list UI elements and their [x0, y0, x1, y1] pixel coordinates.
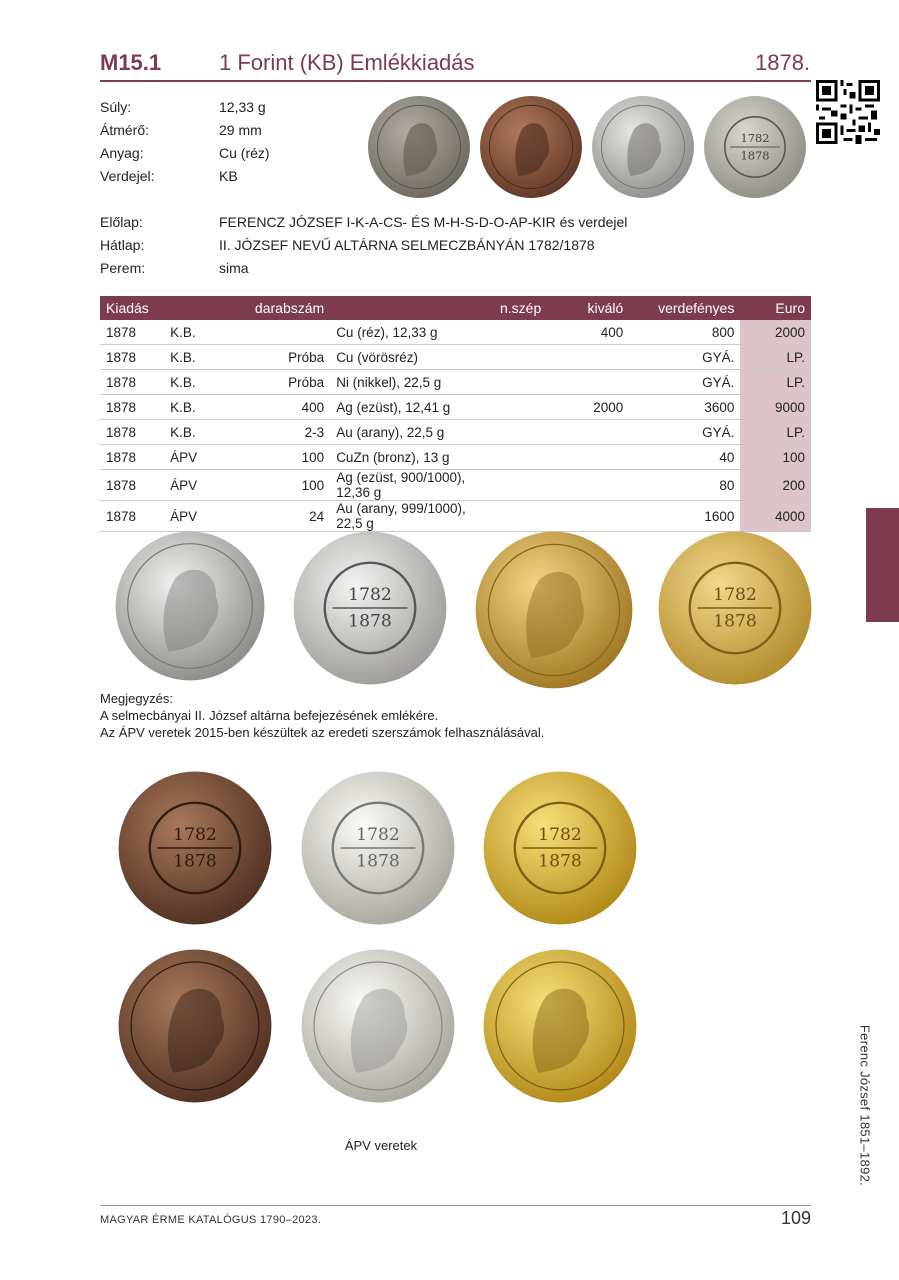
table-cell-metal: Ni (nikkel), 22,5 g: [330, 370, 500, 395]
table-cell-mint: K.B.: [164, 345, 219, 370]
coin-image-portrait-grey: [367, 95, 471, 199]
table-cell-year: 1878: [100, 501, 164, 532]
coin-year-bottom: 1878: [713, 611, 757, 632]
spec-value-mintmark: KB: [219, 168, 238, 184]
table-cell-kivalo: [547, 501, 629, 532]
table-cell-year: 1878: [100, 470, 164, 501]
table-cell-euro: 4000: [740, 501, 811, 532]
table-cell-euro: LP.: [740, 345, 811, 370]
table-cell-nszep-spacer: [500, 320, 547, 345]
notes-block: [100, 690, 544, 741]
table-cell-kivalo: [547, 370, 629, 395]
footer-rule: [100, 1205, 811, 1206]
notes-line-1: A selmecbányai II. József altárna befejezésének emlékére.: [100, 708, 439, 723]
spec-value-diameter: 29 mm: [219, 122, 262, 138]
table-row: [100, 345, 811, 370]
specs-list: [100, 96, 154, 188]
table-row: [100, 320, 811, 345]
coin-year-top: 1782: [713, 585, 757, 606]
coin-year-bottom: 1878: [173, 851, 217, 872]
table-cell-euro: 100: [740, 445, 811, 470]
table-cell-nszep-spacer: [500, 345, 547, 370]
table-cell-kivalo: [547, 470, 629, 501]
coin-image-apv-reverse-silver: [300, 770, 456, 926]
table-cell-verdefenyes: 80: [629, 470, 740, 501]
table-row: [100, 420, 811, 445]
table-cell-euro: 2000: [740, 320, 811, 345]
coin-year-bottom: 1878: [740, 148, 770, 163]
table-cell-metal: Ag (ezüst, 900/1000), 12,36 g: [330, 470, 500, 501]
table-cell-mint: K.B.: [164, 420, 219, 445]
spec-label-weight: Súly:: [100, 99, 132, 115]
specs-values: [219, 96, 270, 188]
table-cell-metal: CuZn (bronz), 13 g: [330, 445, 500, 470]
footer-catalog: MAGYAR ÉRME KATALÓGUS 1790–2023.: [100, 1214, 322, 1226]
table-row: [100, 501, 811, 532]
table-cell-verdefenyes: GYÁ.: [629, 420, 740, 445]
table-cell-mint: K.B.: [164, 370, 219, 395]
coin-image-apv-reverse-gold: [482, 770, 638, 926]
header-euro: Euro: [740, 296, 811, 320]
table-cell-metal: Cu (vörösréz): [330, 345, 500, 370]
table-cell-kivalo: [547, 420, 629, 445]
desc-label-edge: Perem:: [100, 260, 146, 276]
coin-year-bottom: 1878: [356, 851, 400, 872]
coin-year-top: 1782: [348, 585, 392, 606]
table-cell-metal: Au (arany), 22,5 g: [330, 420, 500, 445]
coin-code: M15.1: [100, 50, 162, 75]
era-side-label: Ferenc József 1851–1892.: [857, 1024, 873, 1187]
table-cell-verdefenyes: 1600: [629, 501, 740, 532]
coin-image-reverse-gold-large: [657, 530, 813, 686]
table-header-row: [100, 296, 811, 320]
coin-image-reverse-grey: [703, 95, 807, 199]
header-kiadas: Kiadás: [100, 296, 219, 320]
table-cell-year: 1878: [100, 420, 164, 445]
table-cell-kivalo: [547, 345, 629, 370]
table-cell-nszep-spacer: [500, 395, 547, 420]
table-cell-mint: ÁPV: [164, 445, 219, 470]
section-tab-marker: [866, 508, 899, 622]
table-cell-year: 1878: [100, 370, 164, 395]
apv-caption: ÁPV veretek: [344, 1138, 418, 1153]
issue-table: [100, 296, 811, 532]
table-cell-metal: Ag (ezüst), 12,41 g: [330, 395, 500, 420]
table-cell-mintage: 100: [219, 445, 330, 470]
coin-year-bottom: 1878: [538, 851, 582, 872]
coin-year-top: 1782: [356, 825, 400, 846]
table-cell-year: 1878: [100, 445, 164, 470]
coin-title: 1 Forint (KB) Emlékkiadás: [219, 50, 475, 75]
coin-image-apv-portrait-silver: [300, 948, 456, 1104]
notes-line-2: Az ÁPV veretek 2015-ben készültek az eredeti szerszámok felhasználásával.: [100, 725, 545, 740]
coin-year-top: 1782: [173, 825, 217, 846]
table-cell-euro: 200: [740, 470, 811, 501]
desc-value-reverse: II. JÓZSEF NEVŰ ALTÁRNA SELMECZBÁNYÁN 1782/1878: [219, 237, 595, 253]
notes-heading: Megjegyzés:: [100, 691, 173, 706]
spec-label-material: Anyag:: [100, 145, 144, 161]
spec-label-diameter: Átmérő:: [100, 122, 150, 138]
table-cell-verdefenyes: GYÁ.: [629, 370, 740, 395]
table-cell-mintage: 100: [219, 470, 330, 501]
table-cell-mint: K.B.: [164, 395, 219, 420]
table-row: [100, 395, 811, 420]
table-cell-verdefenyes: 40: [629, 445, 740, 470]
table-cell-kivalo: [547, 445, 629, 470]
desc-value-edge: sima: [219, 260, 249, 276]
table-cell-euro: 9000: [740, 395, 811, 420]
spec-value-weight: 12,33 g: [219, 99, 266, 115]
desc-label-obverse: Előlap:: [100, 214, 143, 230]
coin-year-bottom: 1878: [348, 611, 392, 632]
table-cell-mintage: 2-3: [219, 420, 330, 445]
table-cell-mintage: 400: [219, 395, 330, 420]
coin-image-apv-reverse-bronze: [117, 770, 273, 926]
table-cell-year: 1878: [100, 345, 164, 370]
desc-value-obverse: FERENCZ JÓZSEF I-K-A-CS- ÉS M-H-S-D-O-AP-KIR és verdejel: [219, 214, 628, 230]
table-cell-nszep-spacer: [500, 470, 547, 501]
coin-image-portrait-copper: [479, 95, 583, 199]
table-cell-year: 1878: [100, 395, 164, 420]
coin-image-reverse-silver-large: [292, 530, 448, 686]
table-cell-metal: Au (arany, 999/1000), 22,5 g: [330, 501, 500, 532]
spec-label-mintmark: Verdejel:: [100, 168, 155, 184]
header-verdefenyes: verdefényes: [629, 296, 740, 320]
table-cell-mintage: Próba: [219, 370, 330, 395]
coin-image-portrait-nickel: [591, 95, 695, 199]
header-nszep: n.szép: [330, 296, 547, 320]
table-cell-euro: LP.: [740, 370, 811, 395]
header-kivalo: kiváló: [547, 296, 629, 320]
table-cell-nszep-spacer: [500, 420, 547, 445]
table-cell-metal: Cu (réz), 12,33 g: [330, 320, 500, 345]
table-cell-year: 1878: [100, 320, 164, 345]
page-number: 109: [780, 1208, 811, 1228]
header-darabszam: darabszám: [219, 296, 330, 320]
header-rule: [100, 80, 811, 82]
table-cell-nszep-spacer: [500, 370, 547, 395]
table-cell-nszep-spacer: [500, 501, 547, 532]
table-row: [100, 445, 811, 470]
desc-label-reverse: Hátlap:: [100, 237, 145, 253]
coin-image-portrait-silver-large: [114, 530, 266, 682]
spec-value-material: Cu (réz): [219, 145, 270, 161]
coin-image-apv-portrait-bronze: [117, 948, 273, 1104]
table-cell-verdefenyes: 3600: [629, 395, 740, 420]
table-body: [100, 320, 811, 532]
coin-year: 1878.: [755, 50, 811, 75]
table-row: [100, 470, 811, 501]
coin-year-top: 1782: [538, 825, 582, 846]
table-cell-mintage: Próba: [219, 345, 330, 370]
table-cell-mintage: [219, 320, 330, 345]
descriptions-labels: [100, 211, 145, 280]
table-cell-kivalo: 400: [547, 320, 629, 345]
coin-image-apv-portrait-gold: [482, 948, 638, 1104]
table-cell-mint: ÁPV: [164, 470, 219, 501]
coin-year-top: 1782: [740, 130, 770, 145]
table-cell-mint: K.B.: [164, 320, 219, 345]
descriptions-values: [219, 211, 627, 280]
table-row: [100, 370, 811, 395]
table-cell-mintage: 24: [219, 501, 330, 532]
qr-code-icon[interactable]: [816, 80, 880, 144]
table-cell-euro: LP.: [740, 420, 811, 445]
table-cell-verdefenyes: 800: [629, 320, 740, 345]
table-cell-mint: ÁPV: [164, 501, 219, 532]
table-cell-verdefenyes: GYÁ.: [629, 345, 740, 370]
table-cell-nszep-spacer: [500, 445, 547, 470]
coin-image-portrait-gold-large: [474, 530, 634, 690]
table-cell-kivalo: 2000: [547, 395, 629, 420]
